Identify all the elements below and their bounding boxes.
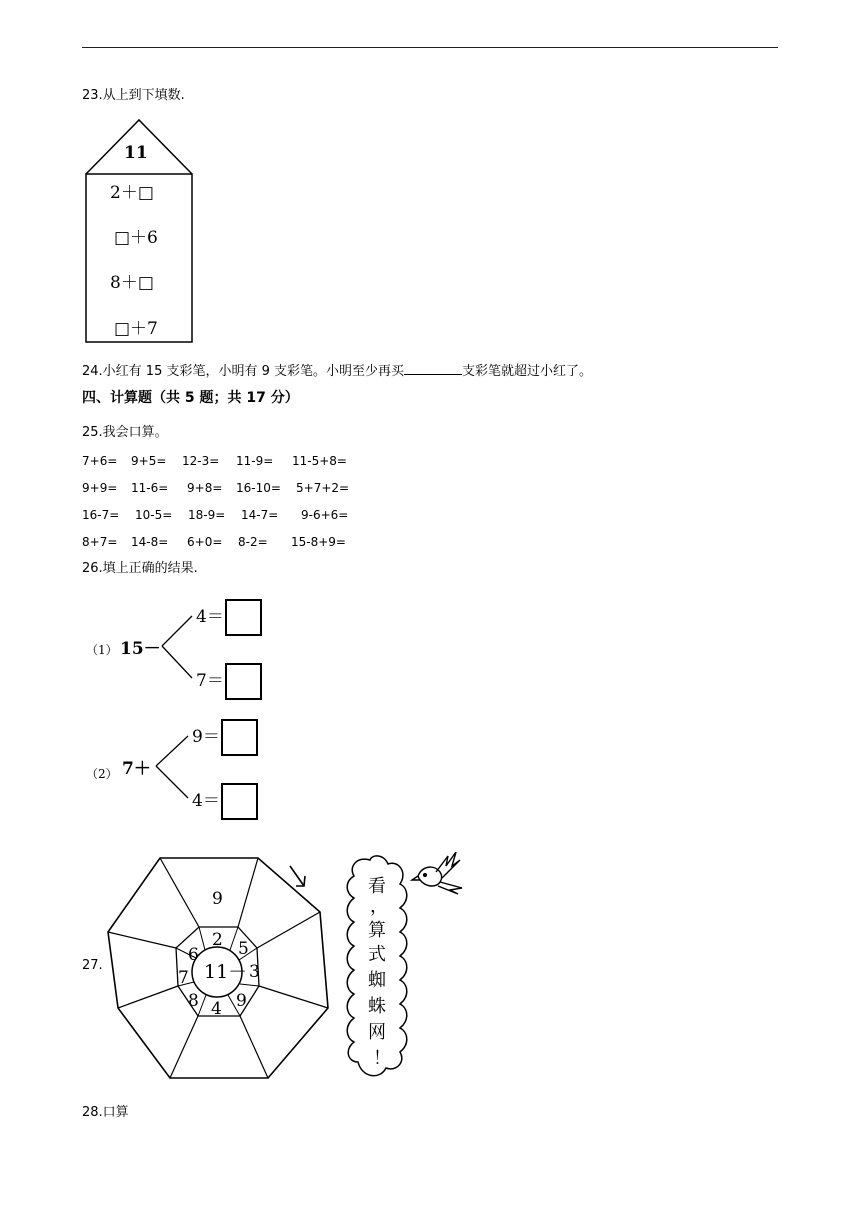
calc-item: 12-3= <box>182 454 220 468</box>
top-operand: 9＝ <box>192 727 220 747</box>
calc-item: 11-5+8= <box>292 454 347 468</box>
branch-line-bottom <box>156 766 188 798</box>
inner-number: 3 <box>249 962 260 982</box>
q28-label: 28.口算 <box>82 1105 129 1120</box>
q26-part-1-figure <box>86 594 286 704</box>
center-expression: 11－ <box>204 961 248 983</box>
answer-box-top[interactable] <box>222 720 257 755</box>
header-rule <box>82 47 778 48</box>
q27-label: 27. <box>82 958 103 973</box>
speech-char: 蜘 <box>368 970 386 991</box>
house-row-2: □＋6 <box>114 228 158 248</box>
calc-item: 5+7+2= <box>296 481 350 495</box>
inner-number: 8 <box>188 991 199 1011</box>
top-operand: 4＝ <box>196 607 224 627</box>
calc-item: 18-9= <box>188 508 226 522</box>
arrow-icon <box>290 866 304 886</box>
q23-house-figure <box>84 118 196 346</box>
base-expression: 7＋ <box>122 759 151 779</box>
calc-item: 11-9= <box>236 454 274 468</box>
base-expression: 15－ <box>120 639 161 659</box>
speech-char: 蛛 <box>368 996 386 1017</box>
calc-item: 6+0= <box>187 535 223 549</box>
calc-item: 7+6= <box>82 454 118 468</box>
speech-char: 看 <box>368 876 386 897</box>
calc-item: 9+5= <box>131 454 167 468</box>
q27-spider-web-figure <box>100 852 470 1088</box>
bottom-operand: 7＝ <box>196 671 224 691</box>
bottom-operand: 4＝ <box>192 791 220 811</box>
house-row-3: 8＋□ <box>110 273 154 293</box>
calc-item: 14-8= <box>131 535 169 549</box>
house-roof-number: 11 <box>124 143 148 163</box>
q26-label: 26.填上正确的结果. <box>82 561 198 576</box>
part-number: （2） <box>86 767 118 781</box>
q23-label: 23.从上到下填数. <box>82 88 185 103</box>
outer-number-top: 9 <box>212 889 223 909</box>
calc-item: 10-5= <box>135 508 173 522</box>
speech-char: ， <box>370 896 388 917</box>
house-row-1: 2＋□ <box>110 183 154 203</box>
calc-item: 16-7= <box>82 508 120 522</box>
part-number: （1） <box>86 643 118 657</box>
calc-item: 8+7= <box>82 535 118 549</box>
answer-box-top[interactable] <box>226 600 261 635</box>
calc-item: 9-6+6= <box>301 508 349 522</box>
calc-item: 14-7= <box>241 508 279 522</box>
section-4-title: 四、计算题（共 5 题；共 17 分） <box>82 390 299 406</box>
calc-item: 15-8+9= <box>291 535 346 549</box>
q26-part-2-figure <box>86 714 286 824</box>
speech-char: 式 <box>368 944 386 965</box>
branch-line-top <box>162 616 192 646</box>
calc-item: 11-6= <box>131 481 169 495</box>
inner-number: 7 <box>178 968 189 988</box>
answer-box-bottom[interactable] <box>222 784 257 819</box>
inner-number: 6 <box>188 945 199 965</box>
answer-box-bottom[interactable] <box>226 664 261 699</box>
q24-question <box>82 362 592 380</box>
q24-text-before: 24.小红有 15 支彩笔，小明有 9 支彩笔。小明至少再买 <box>82 364 405 379</box>
inner-number: 5 <box>238 939 249 959</box>
inner-number: 9 <box>236 991 247 1011</box>
branch-line-top <box>156 736 188 766</box>
calc-item: 9+9= <box>82 481 118 495</box>
q25-label: 25.我会口算。 <box>82 425 168 440</box>
q24-text-after: 支彩笔就超过小红了。 <box>462 364 593 379</box>
q24-answer-blank[interactable] <box>404 362 462 375</box>
calc-item: 8-2= <box>238 535 268 549</box>
speech-char: 算 <box>368 920 386 941</box>
house-row-4: □＋7 <box>114 319 158 339</box>
speech-char: 网 <box>368 1022 386 1043</box>
calc-item: 16-10= <box>236 481 281 495</box>
inner-number: 2 <box>212 930 223 950</box>
branch-line-bottom <box>162 646 192 678</box>
calc-item: 9+8= <box>187 481 223 495</box>
speech-char: ！ <box>373 1048 391 1069</box>
bird-icon <box>412 852 462 894</box>
inner-number: 4 <box>211 999 222 1019</box>
